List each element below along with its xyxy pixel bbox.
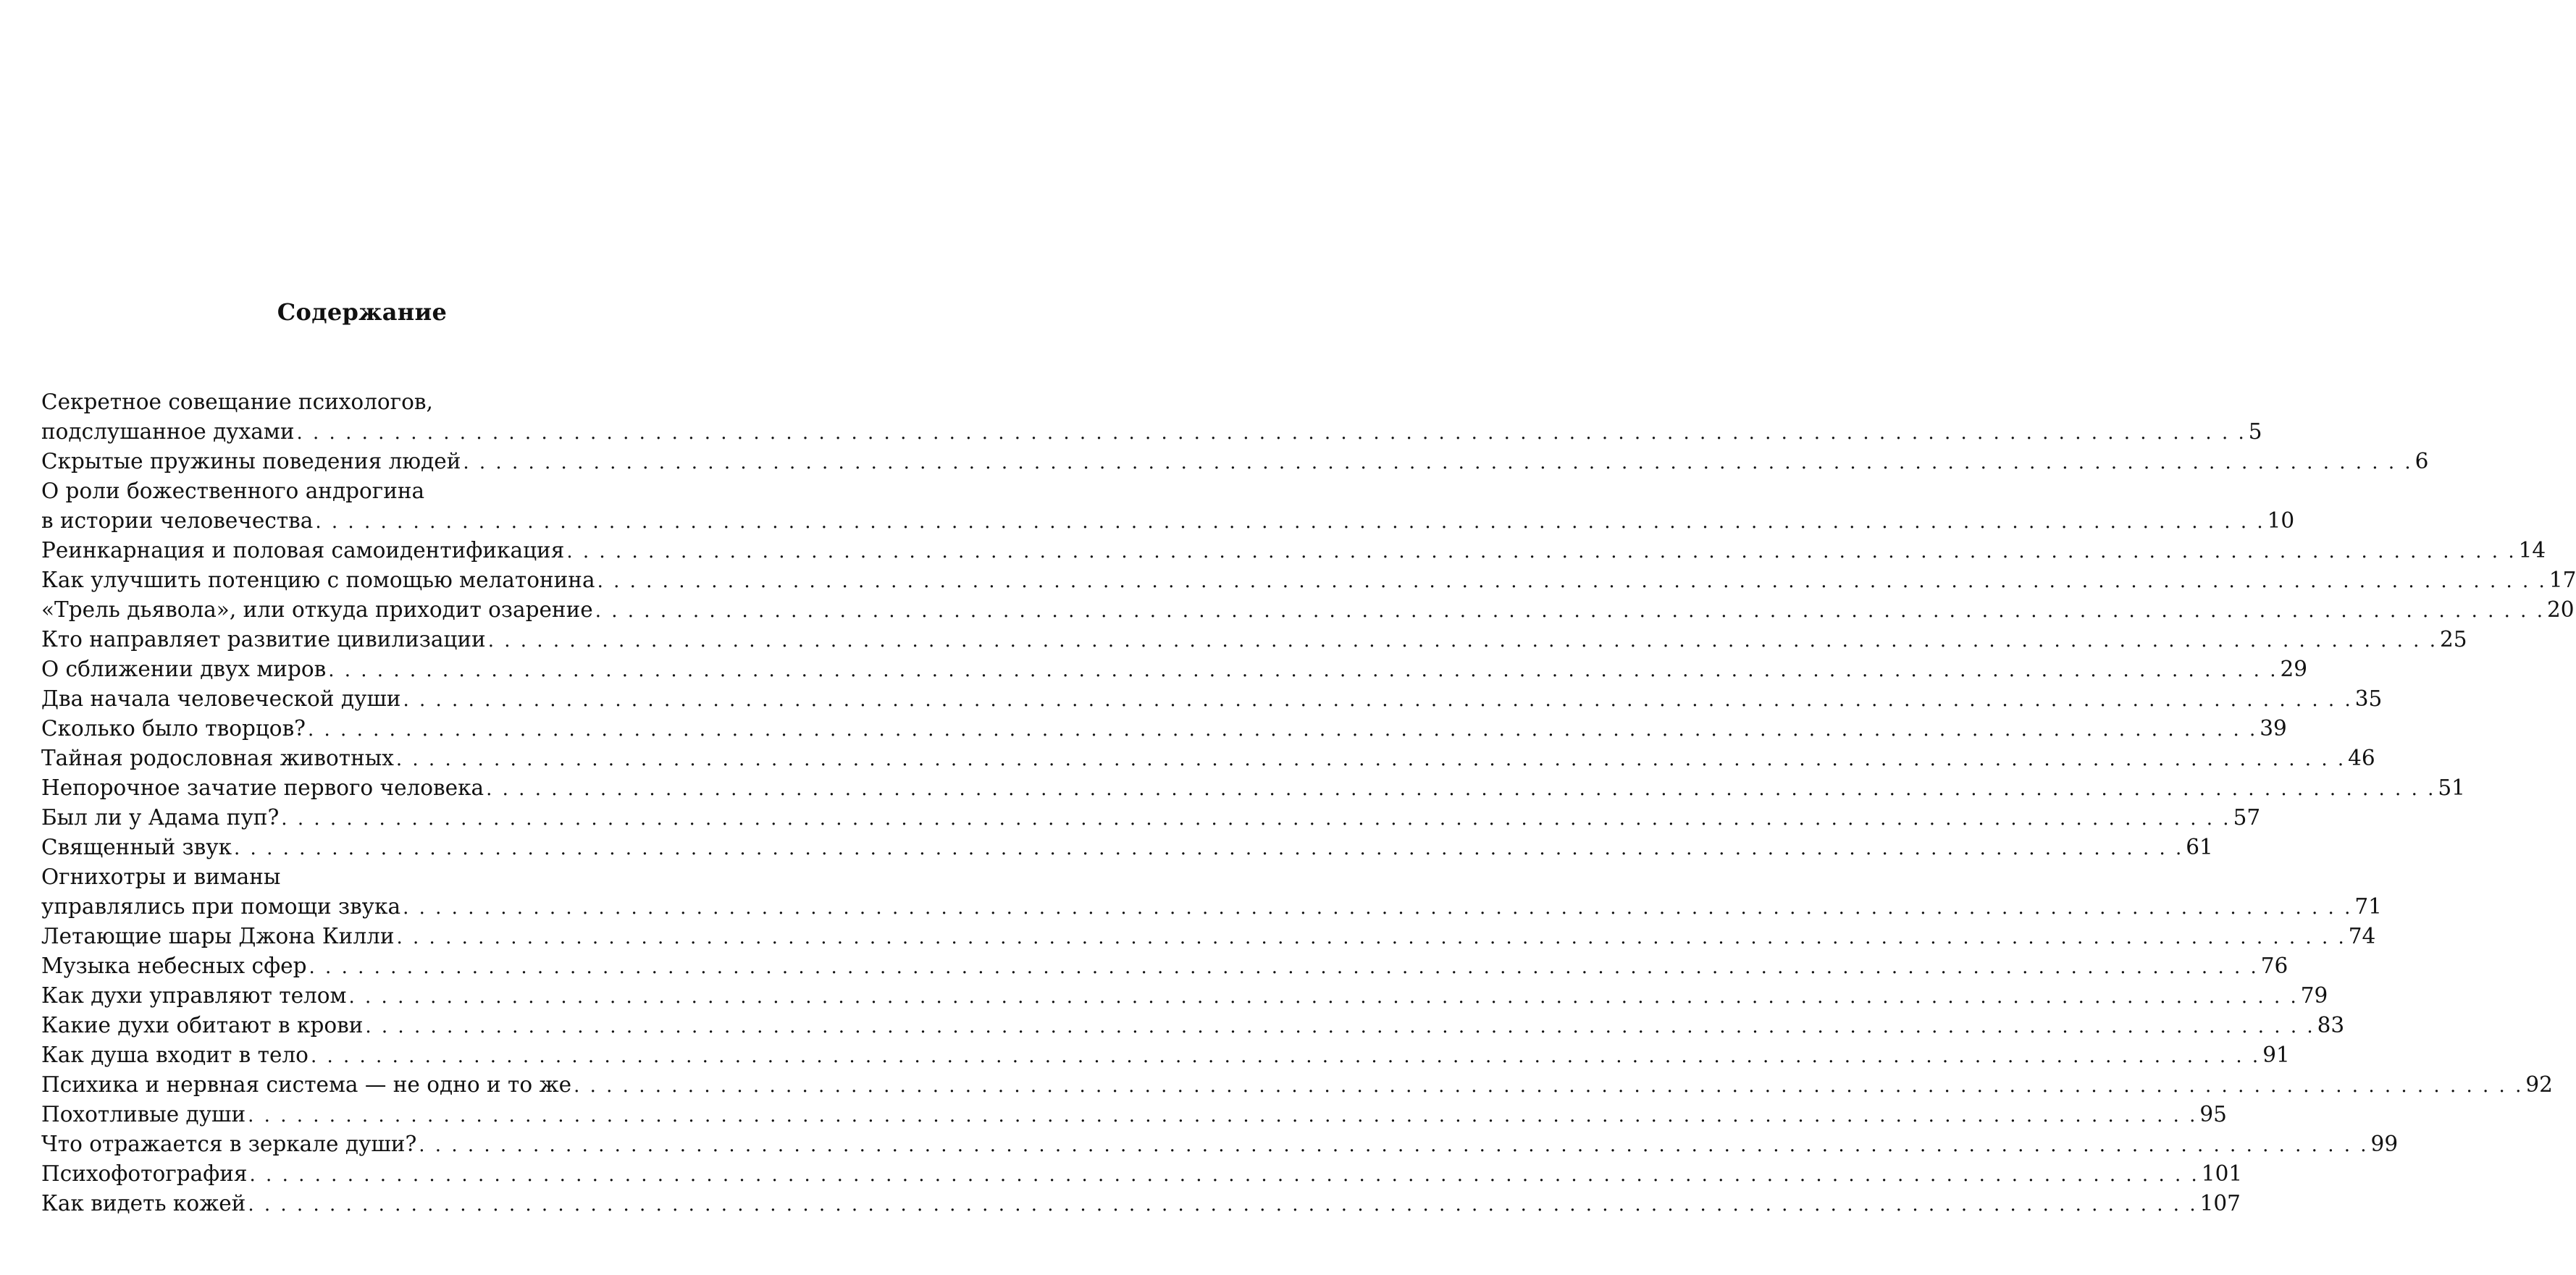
toc-entry: [41, 625, 2467, 655]
toc-entry-line: [41, 1040, 2290, 1070]
toc-page-number: 107: [2199, 1191, 2241, 1216]
dot-leader: . . . . . . . . . . . . . . . . . . . . . . . . . . . . . . . . . . . . . . . . . . . . . . . . . . . . . . . . . . . . . . . . . . . . . . . . . . . . . . . . . . . . . . . . . . . . . . . . . . . . . . . . . . . . . . . . . . . . . . . .: [310, 1045, 2261, 1067]
toc-entry-line: [41, 595, 2575, 625]
toc-page-number: 99: [2370, 1132, 2399, 1156]
toc-entry-title: Похотливые души: [41, 1102, 246, 1127]
toc-entry-title: Непорочное зачатие первого человека: [41, 775, 484, 800]
toc-entry: [41, 862, 2382, 922]
toc-entry-line: [41, 417, 2262, 447]
toc-entry-title: Как душа входит в тело: [41, 1043, 309, 1067]
toc-entry: [41, 1100, 2227, 1129]
toc-entry: [41, 981, 2328, 1011]
toc-entry-line: [41, 892, 2382, 922]
dot-leader: . . . . . . . . . . . . . . . . . . . . . . . . . . . . . . . . . . . . . . . . . . . . . . . . . . . . . . . . . . . . . . . . . . . . . . . . . . . . . . . . . . . . . . . . . . . . . . . . . . . . . . . . . . . . . . . . . . . . . . . .: [597, 571, 2547, 592]
toc-entry-line: [41, 506, 2295, 536]
toc-entry: [41, 476, 2295, 536]
toc-page-number: 83: [2317, 1013, 2345, 1038]
toc-entry-line: [41, 565, 2576, 595]
toc-entry-title: Психофотография: [41, 1161, 248, 1186]
toc-entry-line: [41, 387, 671, 417]
toc-page-number: 46: [2348, 746, 2375, 770]
toc-entry: [41, 536, 2546, 565]
dot-leader: . . . . . . . . . . . . . . . . . . . . . . . . . . . . . . . . . . . . . . . . . . . . . . . . . . . . . . . . . . . . . . . . . . . . . . . . . . . . . . . . . . . . . . . . . . . . . . . . . . . . . . . . . . . . . . . . . . . . . . . .: [574, 1075, 2524, 1097]
toc-page-number: 39: [2260, 716, 2287, 741]
toc-page-number: 95: [2199, 1102, 2227, 1127]
dot-leader: . . . . . . . . . . . . . . . . . . . . . . . . . . . . . . . . . . . . . . . . . . . . . . . . . . . . . . . . . . . . . . . . . . . . . . . . . . . . . . . . . . . . . . . . . . . . . . . . . . . . . . . . . . . . . . . . . . . . . . . .: [309, 956, 2259, 978]
toc-page-number: 35: [2354, 686, 2383, 711]
toc-page-number: 25: [2439, 627, 2467, 652]
toc-page-number: 29: [2280, 657, 2308, 681]
toc-page-number: 74: [2348, 924, 2376, 948]
toc-entry: [41, 951, 2288, 981]
toc-entry-title: О сближении двух миров: [41, 657, 327, 681]
toc-entry: [41, 1040, 2290, 1070]
toc-entry-title: Секретное совещание психологов,: [41, 390, 433, 414]
toc-page-number: 76: [2260, 954, 2288, 978]
toc-entry-title: Как духи управляют телом: [41, 983, 347, 1008]
toc-entry: [41, 773, 2465, 803]
dot-leader: . . . . . . . . . . . . . . . . . . . . . . . . . . . . . . . . . . . . . . . . . . . . . . . . . . . . . . . . . . . . . . . . . . . . . . . . . . . . . . . . . . . . . . . . . . . . . . . . . . . . . . . . . . . . . . . . . . . . . . . .: [486, 778, 2436, 800]
toc-page-number: 10: [2267, 508, 2295, 533]
toc-entry-line: [41, 1100, 2227, 1129]
dot-leader: . . . . . . . . . . . . . . . . . . . . . . . . . . . . . . . . . . . . . . . . . . . . . . . . . . . . . . . . . . . . . . . . . . . . . . . . . . . . . . . . . . . . . . . . . . . . . . . . . . . . . . . . . . . . . . . . . . . . . . . .: [249, 1164, 2199, 1186]
toc-entry-title: Кто направляет развитие цивилизации: [41, 627, 486, 652]
toc-page-number: 17: [2548, 568, 2576, 592]
toc-entry: [41, 1070, 2553, 1100]
dot-leader: . . . . . . . . . . . . . . . . . . . . . . . . . . . . . . . . . . . . . . . . . . . . . . . . . . . . . . . . . . . . . . . . . . . . . . . . . . . . . . . . . . . . . . . . . . . . . . . . . . . . . . . . . . . . . . . . . . . . . . . .: [234, 838, 2184, 859]
toc-page-number: 79: [2300, 983, 2328, 1008]
toc-entry: [41, 1189, 2241, 1219]
dot-leader: . . . . . . . . . . . . . . . . . . . . . . . . . . . . . . . . . . . . . . . . . . . . . . . . . . . . . . . . . . . . . . . . . . . . . . . . . . . . . . . . . . . . . . . . . . . . . . . . . . . . . . . . . . . . . . . . . . . . . . . .: [328, 660, 2278, 681]
toc-entry-title: Как улучшить потенцию с помощью мелатонина: [41, 568, 595, 592]
page-title: Содержание: [277, 298, 448, 326]
toc-entry: [41, 1129, 2399, 1159]
toc-entry-title: Два начала человеческой души: [41, 686, 401, 711]
toc-entry-line: [41, 833, 2213, 862]
toc-entry-line: [41, 951, 2288, 981]
dot-leader: . . . . . . . . . . . . . . . . . . . . . . . . . . . . . . . . . . . . . . . . . . . . . . . . . . . . . . . . . . . . . . . . . . . . . . . . . . . . . . . . . . . . . . . . . . . . . . . . . . . . . . . . . . . . . . . . . . . . . . . .: [566, 541, 2517, 563]
toc-entry-line: [41, 1159, 2243, 1189]
toc-entry-line: [41, 862, 671, 892]
toc-entry-line: [41, 1189, 2241, 1219]
dot-leader: . . . . . . . . . . . . . . . . . . . . . . . . . . . . . . . . . . . . . . . . . . . . . . . . . . . . . . . . . . . . . . . . . . . . . . . . . . . . . . . . . . . . . . . . . . . . . . . . . . . . . . . . . . . . . . . . . . . . . . . .: [248, 1105, 2198, 1127]
dot-leader: . . . . . . . . . . . . . . . . . . . . . . . . . . . . . . . . . . . . . . . . . . . . . . . . . . . . . . . . . . . . . . . . . . . . . . . . . . . . . . . . . . . . . . . . . . . . . . . . . . . . . . . . . . . . . . . . . . . . . . . .: [595, 600, 2545, 622]
toc-entry: [41, 833, 2213, 862]
dot-leader: . . . . . . . . . . . . . . . . . . . . . . . . . . . . . . . . . . . . . . . . . . . . . . . . . . . . . . . . . . . . . . . . . . . . . . . . . . . . . . . . . . . . . . . . . . . . . . . . . . . . . . . . . . . . . . . . . . . . . . . .: [315, 511, 2265, 533]
toc-entry: [41, 1011, 2345, 1040]
toc-entry-title: Реинкарнация и половая самоидентификация: [41, 538, 565, 563]
toc-entry-title: Священный звук: [41, 835, 232, 859]
toc-entry: [41, 1159, 2243, 1189]
toc-entry-line: [41, 1129, 2399, 1159]
toc-entry-line: [41, 536, 2546, 565]
toc-entry-line: [41, 803, 2261, 833]
dot-leader: . . . . . . . . . . . . . . . . . . . . . . . . . . . . . . . . . . . . . . . . . . . . . . . . . . . . . . . . . . . . . . . . . . . . . . . . . . . . . . . . . . . . . . . . . . . . . . . . . . . . . . . . . . . . . . . . . . . . . . . .: [248, 1194, 2198, 1216]
toc-entry-title: Летающие шары Джона Килли: [41, 924, 395, 948]
dot-leader: . . . . . . . . . . . . . . . . . . . . . . . . . . . . . . . . . . . . . . . . . . . . . . . . . . . . . . . . . . . . . . . . . . . . . . . . . . . . . . . . . . . . . . . . . . . . . . . . . . . . . . . . . . . . . . . . . . . . . . . .: [403, 689, 2353, 711]
toc-page-number: 51: [2438, 775, 2465, 800]
dot-leader: . . . . . . . . . . . . . . . . . . . . . . . . . . . . . . . . . . . . . . . . . . . . . . . . . . . . . . . . . . . . . . . . . . . . . . . . . . . . . . . . . . . . . . . . . . . . . . . . . . . . . . . . . . . . . . . . . . . . . . . .: [487, 630, 2438, 652]
toc-entry-title: Скрытые пружины поведения людей: [41, 449, 461, 474]
toc-entry-line: [41, 744, 2375, 773]
toc-page-number: 20: [2546, 597, 2575, 622]
toc-entry: [41, 714, 2287, 744]
dot-leader: . . . . . . . . . . . . . . . . . . . . . . . . . . . . . . . . . . . . . . . . . . . . . . . . . . . . . . . . . . . . . . . . . . . . . . . . . . . . . . . . . . . . . . . . . . . . . . . . . . . . . . . . . . . . . . . . . . . . . . . .: [463, 452, 2413, 474]
toc-entry: [41, 922, 2376, 951]
toc-entry-title: Огнихотры и виманы: [41, 864, 281, 889]
toc-entry-line: [41, 773, 2465, 803]
toc-entry-line: [41, 714, 2287, 744]
toc-entry-line: [41, 1070, 2553, 1100]
toc-entry-title: Психика и нервная система — не одно и то же: [41, 1072, 572, 1097]
toc-entry: [41, 744, 2375, 773]
toc-entry-line: [41, 922, 2376, 951]
toc-page-number: 91: [2262, 1043, 2290, 1067]
toc-entry-line: [41, 447, 2429, 476]
toc-entry-title: Сколько было творцов?: [41, 716, 306, 741]
toc-entry-title: Тайная родословная животных: [41, 746, 394, 770]
toc-entry-title: подслушанное духами: [41, 419, 295, 444]
toc-entry-line: [41, 655, 2308, 684]
toc-entry-title: «Трель дьявола», или откуда приходит озарение: [41, 597, 593, 622]
toc-page-number: 71: [2354, 894, 2382, 919]
toc-entry-title: Был ли у Адама пуп?: [41, 805, 280, 830]
dot-leader: . . . . . . . . . . . . . . . . . . . . . . . . . . . . . . . . . . . . . . . . . . . . . . . . . . . . . . . . . . . . . . . . . . . . . . . . . . . . . . . . . . . . . . . . . . . . . . . . . . . . . . . . . . . . . . . . . . . . . . . .: [348, 986, 2299, 1008]
toc-entry-title: в истории человечества: [41, 508, 314, 533]
toc-entry-title: Какие духи обитают в крови: [41, 1013, 364, 1038]
toc-entry-line: [41, 981, 2328, 1011]
toc-entry: [41, 387, 2262, 447]
dot-leader: . . . . . . . . . . . . . . . . . . . . . . . . . . . . . . . . . . . . . . . . . . . . . . . . . . . . . . . . . . . . . . . . . . . . . . . . . . . . . . . . . . . . . . . . . . . . . . . . . . . . . . . . . . . . . . . . . . . . . . . .: [281, 808, 2231, 830]
toc-page-number: 14: [2518, 538, 2546, 563]
toc-page-number: 5: [2248, 419, 2262, 444]
table-of-contents: [41, 387, 2576, 1219]
toc-entry-title: управлялись при помощи звука: [41, 894, 401, 919]
toc-page-number: 6: [2415, 449, 2429, 474]
toc-page-number: 57: [2233, 805, 2261, 830]
dot-leader: . . . . . . . . . . . . . . . . . . . . . . . . . . . . . . . . . . . . . . . . . . . . . . . . . . . . . . . . . . . . . . . . . . . . . . . . . . . . . . . . . . . . . . . . . . . . . . . . . . . . . . . . . . . . . . . . . . . . . . . .: [395, 749, 2346, 770]
toc-entry-line: [41, 684, 2383, 714]
dot-leader: . . . . . . . . . . . . . . . . . . . . . . . . . . . . . . . . . . . . . . . . . . . . . . . . . . . . . . . . . . . . . . . . . . . . . . . . . . . . . . . . . . . . . . . . . . . . . . . . . . . . . . . . . . . . . . . . . . . . . . . .: [396, 927, 2346, 948]
toc-entry: [41, 595, 2575, 625]
toc-entry-title: Что отражается в зеркале души?: [41, 1132, 417, 1156]
toc-entry-title: О роли божественного андрогина: [41, 479, 425, 503]
toc-entry: [41, 565, 2576, 595]
toc-entry-line: [41, 1011, 2345, 1040]
toc-page-number: 101: [2201, 1161, 2243, 1186]
toc-entry-title: Музыка небесных сфер: [41, 954, 307, 978]
toc-entry-title: Как видеть кожей: [41, 1191, 246, 1216]
toc-entry: [41, 684, 2383, 714]
toc-page-number: 61: [2186, 835, 2213, 859]
dot-leader: . . . . . . . . . . . . . . . . . . . . . . . . . . . . . . . . . . . . . . . . . . . . . . . . . . . . . . . . . . . . . . . . . . . . . . . . . . . . . . . . . . . . . . . . . . . . . . . . . . . . . . . . . . . . . . . . . . . . . . . .: [403, 897, 2353, 919]
dot-leader: . . . . . . . . . . . . . . . . . . . . . . . . . . . . . . . . . . . . . . . . . . . . . . . . . . . . . . . . . . . . . . . . . . . . . . . . . . . . . . . . . . . . . . . . . . . . . . . . . . . . . . . . . . . . . . . . . . . . . . . .: [308, 719, 2258, 741]
dot-leader: . . . . . . . . . . . . . . . . . . . . . . . . . . . . . . . . . . . . . . . . . . . . . . . . . . . . . . . . . . . . . . . . . . . . . . . . . . . . . . . . . . . . . . . . . . . . . . . . . . . . . . . . . . . . . . . . . . . . . . . .: [419, 1135, 2369, 1156]
toc-entry-line: [41, 476, 671, 506]
dot-leader: . . . . . . . . . . . . . . . . . . . . . . . . . . . . . . . . . . . . . . . . . . . . . . . . . . . . . . . . . . . . . . . . . . . . . . . . . . . . . . . . . . . . . . . . . . . . . . . . . . . . . . . . . . . . . . . . . . . . . . . .: [365, 1016, 2315, 1038]
toc-entry-line: [41, 625, 2467, 655]
toc-page-number: 92: [2525, 1072, 2553, 1097]
toc-entry: [41, 447, 2429, 476]
dot-leader: . . . . . . . . . . . . . . . . . . . . . . . . . . . . . . . . . . . . . . . . . . . . . . . . . . . . . . . . . . . . . . . . . . . . . . . . . . . . . . . . . . . . . . . . . . . . . . . . . . . . . . . . . . . . . . . . . . . . . . . .: [296, 422, 2246, 444]
toc-entry: [41, 655, 2308, 684]
toc-entry: [41, 803, 2261, 833]
